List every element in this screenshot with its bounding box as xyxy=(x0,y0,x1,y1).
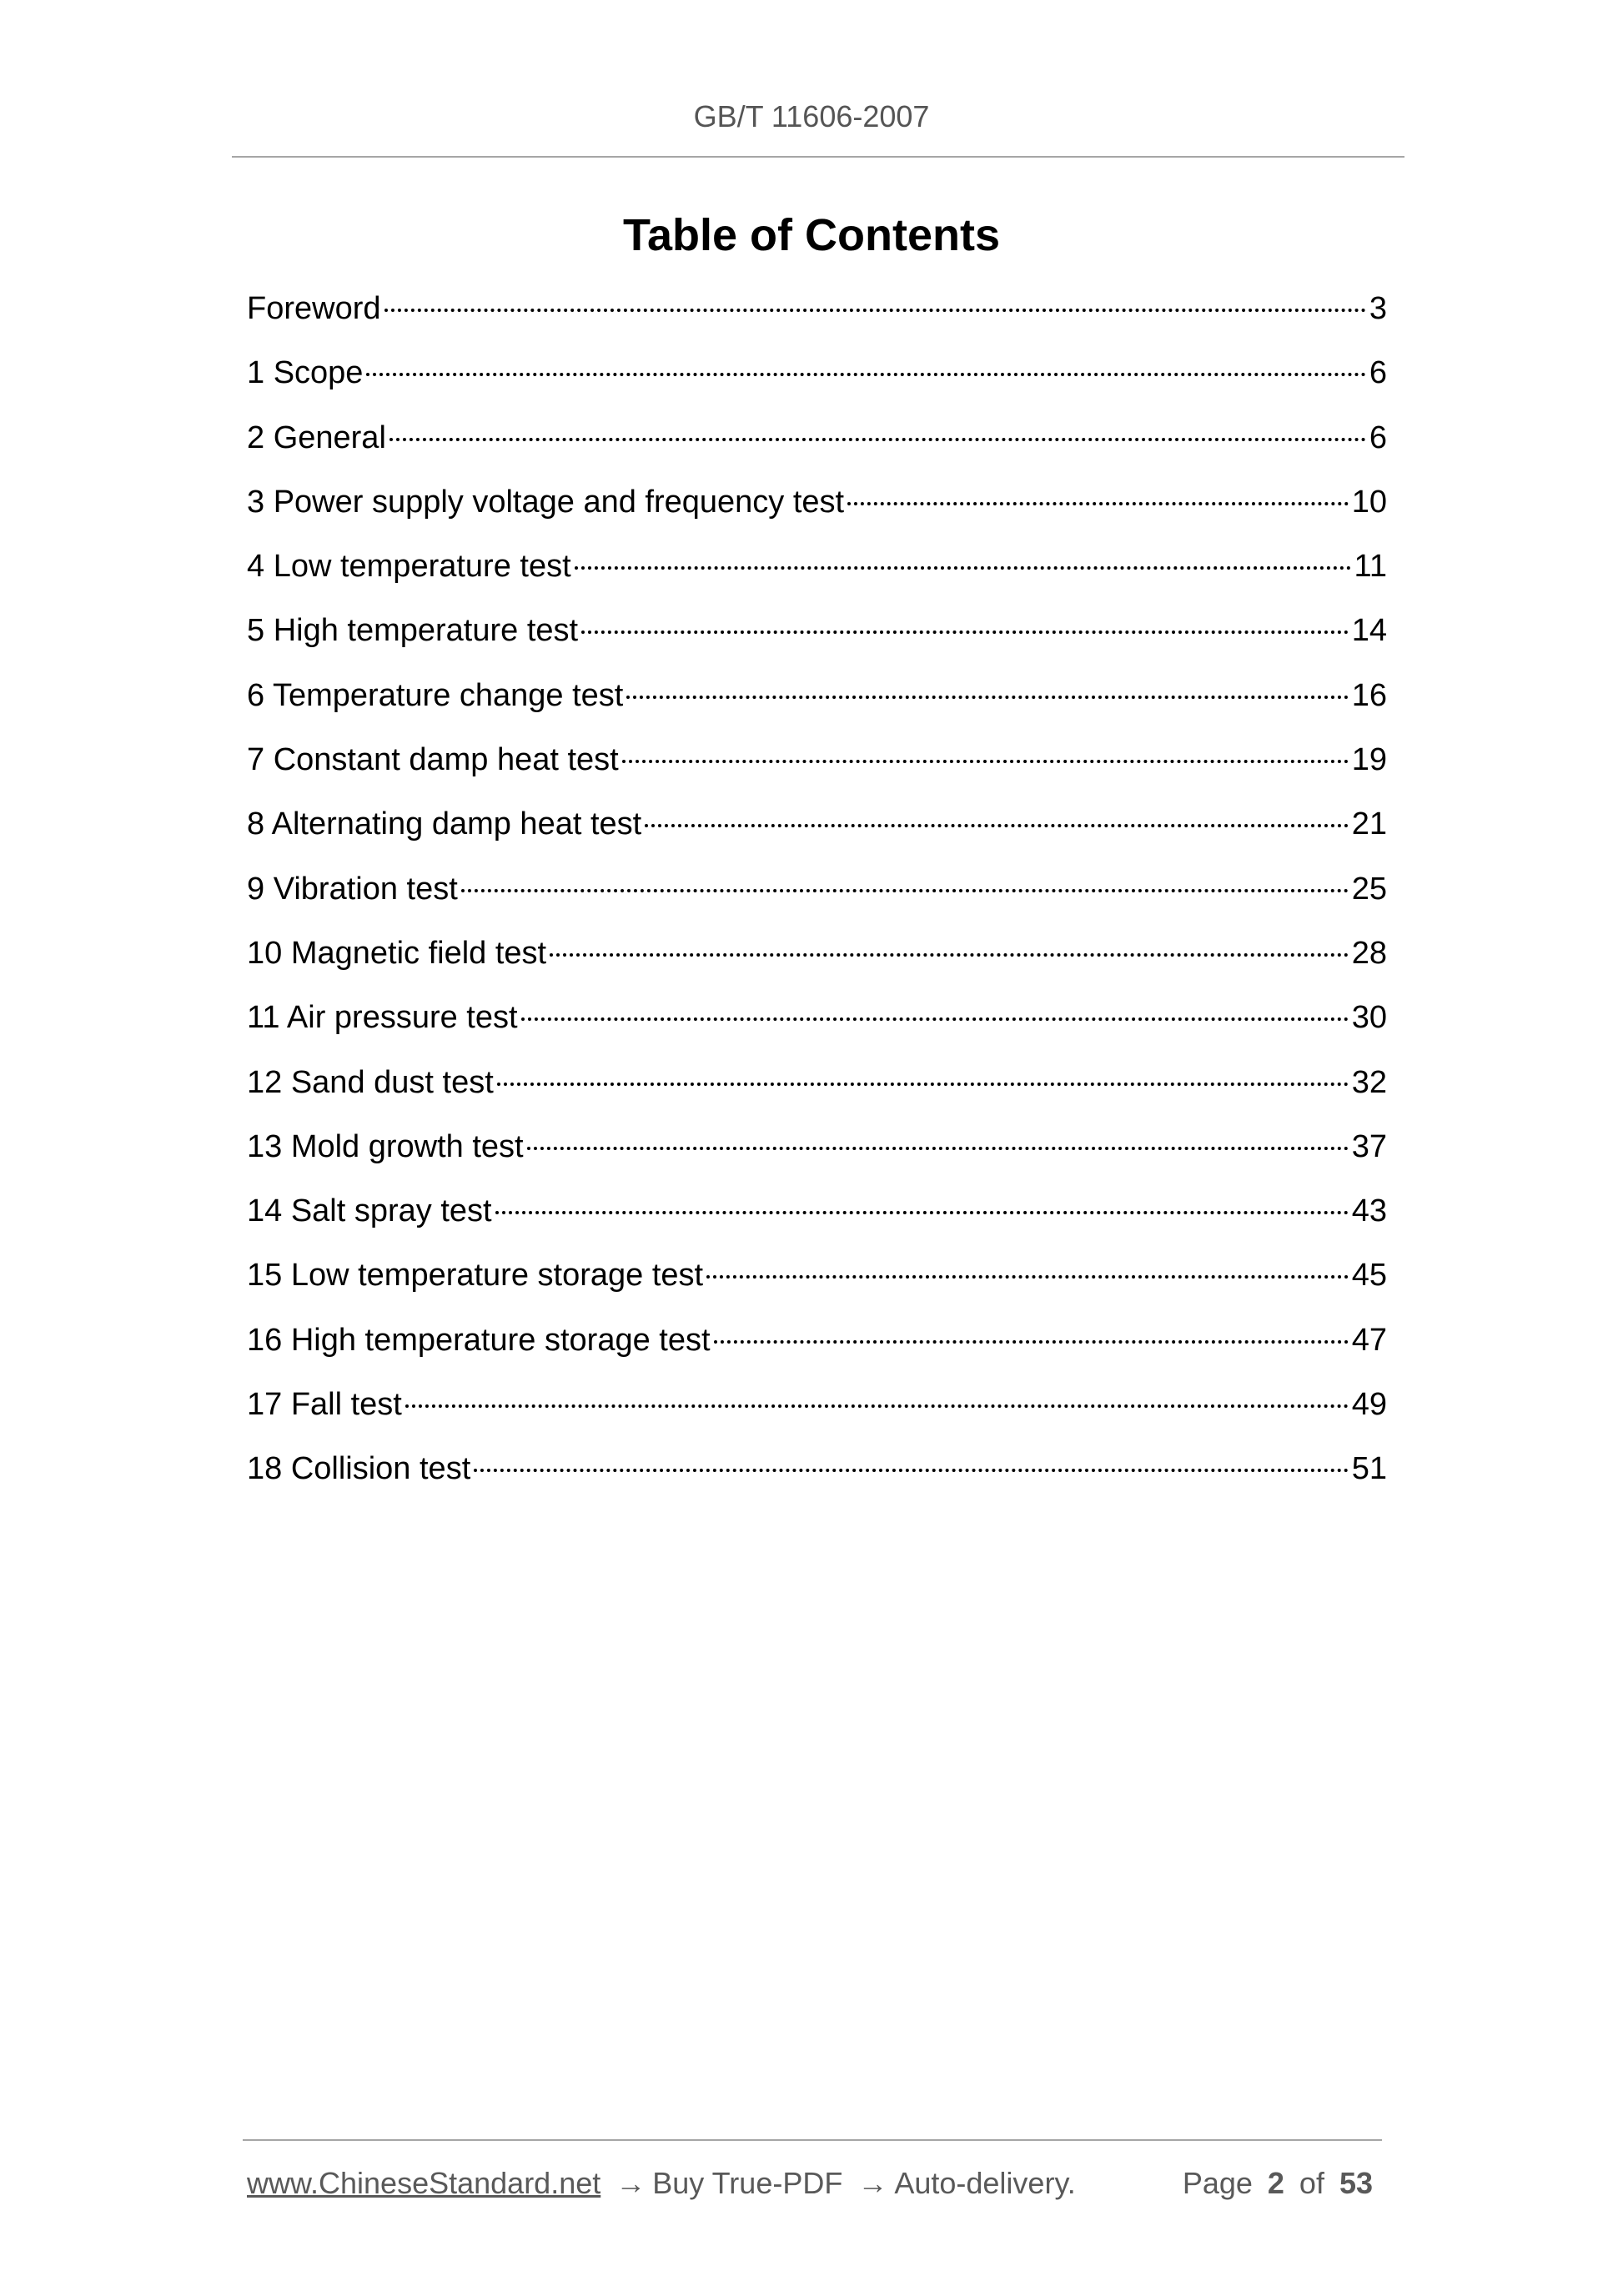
toc-dot-leader xyxy=(550,953,1349,957)
toc-entry-page: 6 xyxy=(1369,355,1387,391)
toc-entry-label: Foreword xyxy=(247,291,381,326)
toc-entry-general[interactable] xyxy=(247,413,1387,477)
toc-title: Table of Contents xyxy=(623,210,1000,260)
toc-entry-air-pressure-test[interactable] xyxy=(247,992,1387,1057)
toc-entry-foreword[interactable] xyxy=(247,284,1387,348)
toc-entry-label: 15 Low temperature storage test xyxy=(247,1258,704,1294)
toc-entry-label: 16 High temperature storage test xyxy=(247,1322,711,1358)
toc-entry-magnetic-field-test[interactable] xyxy=(247,928,1387,992)
toc-entry-page: 25 xyxy=(1351,871,1387,907)
page-number-indicator xyxy=(1183,2160,1373,2207)
toc-entry-label: 9 Vibration test xyxy=(247,871,458,907)
toc-entry-page: 45 xyxy=(1351,1258,1387,1294)
toc-entry-label: 11 Air pressure test xyxy=(247,1000,518,1036)
toc-dot-leader xyxy=(497,1083,1349,1086)
footer-promo xyxy=(247,2160,1076,2207)
toc-dot-leader xyxy=(474,1469,1348,1472)
current-page-number: 2 xyxy=(1267,2166,1284,2200)
toc-entry-sand-dust-test[interactable] xyxy=(247,1058,1387,1122)
auto-delivery-text: Auto-delivery. xyxy=(894,2166,1076,2200)
toc-entry-page: 16 xyxy=(1351,677,1387,713)
total-pages-number: 53 xyxy=(1339,2166,1373,2200)
toc-entry-page: 37 xyxy=(1351,1128,1387,1164)
toc-entry-constant-damp-heat-test[interactable] xyxy=(247,735,1387,799)
toc-entry-page: 43 xyxy=(1351,1193,1387,1229)
footer-divider xyxy=(243,2139,1382,2141)
toc-entry-page: 6 xyxy=(1369,420,1387,455)
toc-dot-leader xyxy=(622,760,1349,763)
toc-entry-high-temperature-storage-test[interactable] xyxy=(247,1315,1387,1379)
toc-dot-leader xyxy=(706,1275,1349,1279)
toc-entry-label: 10 Magnetic field test xyxy=(247,935,547,971)
toc-entry-page: 3 xyxy=(1369,291,1387,326)
toc-entry-label: 6 Temperature change test xyxy=(247,677,624,713)
toc-entry-salt-spray-test[interactable] xyxy=(247,1186,1387,1250)
toc-entry-label: 3 Power supply voltage and frequency test xyxy=(247,484,845,520)
toc-entry-label: 18 Collision test xyxy=(247,1451,471,1487)
toc-dot-leader xyxy=(384,309,1366,312)
toc-entry-page: 11 xyxy=(1354,549,1387,585)
toc-dot-leader xyxy=(645,824,1349,827)
toc-dot-leader xyxy=(521,1017,1349,1021)
toc-entry-page: 28 xyxy=(1351,935,1387,971)
page-footer xyxy=(247,2160,1381,2207)
toc-entry-page: 30 xyxy=(1351,1000,1387,1036)
toc-dot-leader xyxy=(495,1211,1349,1214)
toc-entry-collision-test[interactable] xyxy=(247,1444,1387,1508)
toc-entry-label: 13 Mold growth test xyxy=(247,1128,524,1164)
toc-entry-low-temperature-storage-test[interactable] xyxy=(247,1250,1387,1314)
toc-entry-page: 51 xyxy=(1351,1451,1387,1487)
toc-entry-vibration-test[interactable] xyxy=(247,864,1387,928)
website-link[interactable]: www.ChineseStandard.net xyxy=(247,2166,601,2200)
toc-entry-low-temperature-test[interactable] xyxy=(247,541,1387,605)
arrow-right-icon: → xyxy=(616,2166,646,2200)
toc-dot-leader xyxy=(366,373,1365,376)
toc-dot-leader xyxy=(405,1404,1349,1408)
toc-entry-page: 19 xyxy=(1351,742,1387,778)
toc-entry-label: 4 Low temperature test xyxy=(247,549,571,585)
arrow-right-icon: → xyxy=(857,2166,888,2200)
toc-entry-page: 21 xyxy=(1351,806,1387,842)
toc-entry-page: 14 xyxy=(1351,613,1387,649)
toc-dot-leader xyxy=(847,502,1349,505)
toc-entry-power-supply-test[interactable] xyxy=(247,477,1387,541)
toc-dot-leader xyxy=(581,631,1349,634)
toc-dot-leader xyxy=(626,696,1348,699)
toc-dot-leader xyxy=(389,438,1366,441)
toc-entry-label: 1 Scope xyxy=(247,355,364,391)
buy-true-pdf-text: Buy True-PDF xyxy=(652,2166,843,2200)
toc-entry-label: 2 General xyxy=(247,420,386,455)
document-id-header: GB/T 11606-2007 xyxy=(693,99,930,133)
toc-entry-label: 12 Sand dust test xyxy=(247,1064,494,1100)
of-label: of xyxy=(1299,2166,1324,2200)
toc-dot-leader xyxy=(714,1340,1349,1344)
toc-entry-page: 10 xyxy=(1351,484,1387,520)
toc-dot-leader xyxy=(527,1147,1349,1150)
toc-entry-scope[interactable] xyxy=(247,348,1387,412)
toc-entry-label: 8 Alternating damp heat test xyxy=(247,806,642,842)
toc-entry-alternating-damp-heat-test[interactable] xyxy=(247,799,1387,863)
header-divider xyxy=(232,156,1404,158)
toc-entry-page: 49 xyxy=(1351,1387,1387,1423)
toc-list xyxy=(247,284,1387,1509)
toc-entry-label: 17 Fall test xyxy=(247,1387,402,1423)
toc-entry-fall-test[interactable] xyxy=(247,1379,1387,1444)
toc-dot-leader xyxy=(461,889,1349,892)
toc-entry-label: 5 High temperature test xyxy=(247,613,579,649)
toc-entry-page: 47 xyxy=(1351,1322,1387,1358)
page-label: Page xyxy=(1182,2166,1253,2200)
toc-entry-mold-growth-test[interactable] xyxy=(247,1122,1387,1186)
toc-entry-temperature-change-test[interactable] xyxy=(247,671,1387,735)
toc-entry-label: 14 Salt spray test xyxy=(247,1193,492,1229)
toc-entry-high-temperature-test[interactable] xyxy=(247,605,1387,670)
toc-entry-label: 7 Constant damp heat test xyxy=(247,742,619,778)
toc-entry-page: 32 xyxy=(1351,1064,1387,1100)
toc-dot-leader xyxy=(575,566,1351,570)
